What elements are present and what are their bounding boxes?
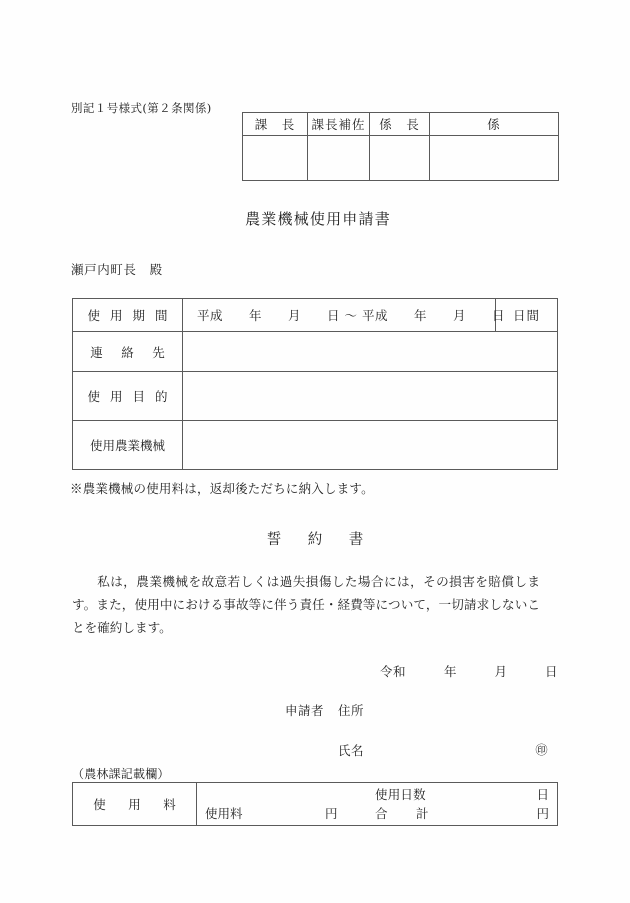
address-label: 住所 <box>338 703 365 718</box>
row-label-contact: 連 絡 先 <box>73 332 183 372</box>
row-value-purpose[interactable] <box>183 372 558 421</box>
document-title-text: 農業機械使用申請書 <box>245 210 391 228</box>
pledge-title <box>0 528 630 549</box>
table-row-usage-period <box>73 299 558 332</box>
row-label-usage-period: 使 用 期 間 <box>73 299 183 332</box>
pledge-body: 私は，農業機械を故意若しくは過失損傷した場合には，その損害を賠償します。また，使用中における事故等に伴う責任・経費等について，一切請求しないことを確約します。 <box>72 574 540 635</box>
stamp-header-staff: 係 <box>430 113 559 136</box>
row-unit-days: 日間 <box>496 299 558 332</box>
date-line <box>380 662 558 680</box>
row-value-contact[interactable] <box>183 332 558 372</box>
fee-detail-grid <box>197 783 557 825</box>
form-number: 別記１号様式(第２条関係) <box>71 101 212 115</box>
era-label: 令和 <box>380 664 407 679</box>
fee-table <box>72 782 558 826</box>
name-label: 氏名 <box>338 743 365 758</box>
applicant-address-line <box>285 701 364 719</box>
stamp-cell-staff[interactable] <box>430 136 559 181</box>
application-table <box>72 298 558 470</box>
addressee-line: 瀬戸内町長 殿 <box>71 262 163 277</box>
stamp-header-section-chief: 課 長 <box>243 113 308 136</box>
table-row-machine <box>73 421 558 470</box>
seal-icon: ㊞ <box>535 743 548 757</box>
stamp-header-row <box>243 113 559 136</box>
fee-amount-label: 使用料 <box>205 806 243 821</box>
row-value-usage-period[interactable]: 平成 年 月 日 ～ 平成 年 月 日 <box>183 299 496 332</box>
stamp-cell-subsection-chief[interactable] <box>370 136 430 181</box>
fee-section-caption: （農林課記載欄） <box>72 767 170 781</box>
row-label-purpose: 使 用 目 的 <box>73 372 183 421</box>
payment-note: ※農業機械の使用料は，返却後ただちに納入します。 <box>70 481 374 496</box>
day-unit: 日 <box>545 664 558 679</box>
table-row-contact <box>73 332 558 372</box>
fee-table-row <box>73 783 558 826</box>
applicant-label: 申請者 <box>285 703 325 718</box>
total-label: 合 計 <box>375 806 437 821</box>
usage-days-label: 使用日数 <box>375 787 426 802</box>
stamp-header-deputy-chief: 課長補佐 <box>308 113 370 136</box>
fee-label-cell: 使 用 料 <box>73 783 197 826</box>
applicant-name-line <box>338 741 548 759</box>
stamp-header-subsection-chief: 係 長 <box>370 113 430 136</box>
usage-days-unit: 日 <box>536 787 549 802</box>
fee-amount-unit: 円 <box>325 806 338 821</box>
fee-detail-cell[interactable] <box>197 783 558 826</box>
year-unit: 年 <box>444 664 457 679</box>
month-unit: 月 <box>494 664 508 679</box>
total-unit: 円 <box>536 806 549 821</box>
stamp-entry-row <box>243 136 559 181</box>
row-label-machine: 使用農業機械 <box>73 421 183 470</box>
stamp-cell-deputy-chief[interactable] <box>308 136 370 181</box>
table-row-purpose <box>73 372 558 421</box>
approval-stamp-table <box>242 112 559 181</box>
pledge-title-text: 誓 約 書 <box>266 532 370 548</box>
stamp-cell-section-chief[interactable] <box>243 136 308 181</box>
document-title <box>0 208 630 229</box>
row-value-machine[interactable] <box>183 421 558 470</box>
